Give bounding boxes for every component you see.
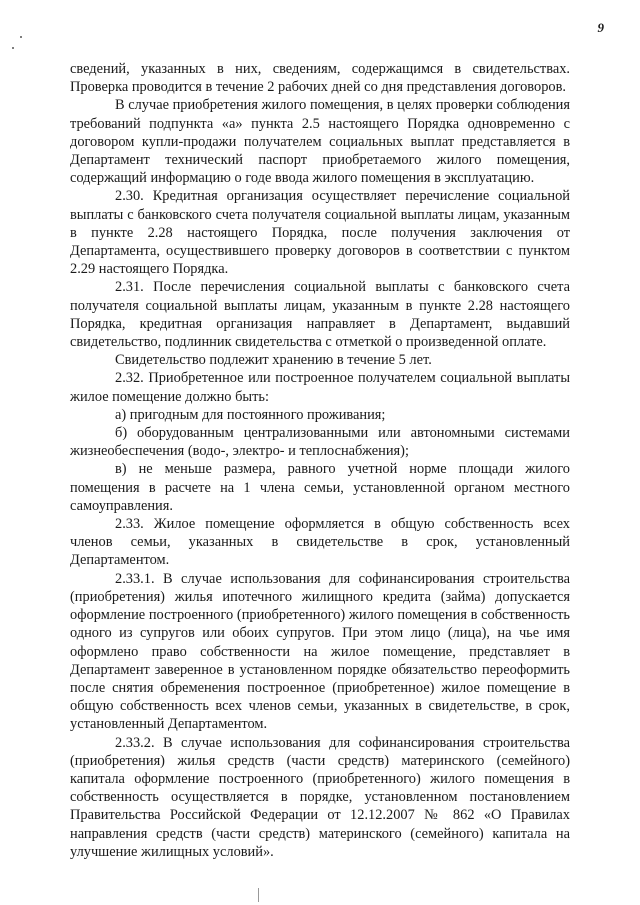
scan-fold-mark xyxy=(258,888,259,902)
paragraph-certificate-storage: Свидетельство подлежит хранению в течение 5 лет. xyxy=(115,352,432,369)
paragraph-2-31: 2.31. После перечисления социальной выплаты с банковского счета получателя социальной выплаты лицам, указанным в пункте 2.28 настоящего Порядка, кредитная организация направляет в Департамент, выдавший свидетельство, подлинник свидетельства с отметкой о произведенной оплате. xyxy=(70,279,570,351)
paragraph-2-30: 2.30. Кредитная организация осуществляет перечисление социальной выплаты с банковского счета получателя социальной выплаты лицам, указанным в пункте 2.28 настоящего Порядка, после получения заключения от Департамента, осуществившего проверку договоров в соответствии с пунктом 2.29 настоящего Порядка. xyxy=(70,188,570,278)
list-item-a: а) пригодным для постоянного проживания; xyxy=(115,406,386,423)
paragraph-continuation: сведений, указанных в них, сведениям, содержащимся в свидетельствах. Проверка проводится в течение 2 рабочих дней со дня представления договоров. xyxy=(70,61,570,96)
scan-speck xyxy=(20,36,22,38)
paragraph-2-32: 2.32. Приобретенное или построенное получателем социальной выплаты жилое помещение должно быть: xyxy=(70,370,570,405)
page-number: 9 xyxy=(597,20,604,35)
paragraph-2-33-1: 2.33.1. В случае использования для софинансирования строительства (приобретения) жилья ипотечного жилищного кредита (займа) допускается оформление построенного (приобретенного) жилого помещения в собственность одного из супругов или обоих супругов. При этом лицо (лица), на чье имя оформлено право собственности на жилое помещение, представляет в Департамент заверенное в установленном порядке обязательство переоформить после снятия обременения построенное (приобретенное) жилое помещение в общую собственность всех членов семьи, указанных в свидетельстве, в срок, установленный Департаментом. xyxy=(70,570,570,733)
list-item-v: в) не меньше размера, равного учетной норме площади жилого помещения в расчете на 1 члена семьи, установленной органом местного самоуправления. xyxy=(70,461,570,514)
list-item-b: б) оборудованным централизованными или автономными системами жизнеобеспечения (водо-, электро- и теплоснабжения); xyxy=(70,425,570,460)
document-body xyxy=(70,60,570,861)
paragraph-2-33-2: 2.33.2. В случае использования для софинансирования строительства (приобретения) жилья средств (части средств) материнского (семейного) капитала оформление построенного (приобретенного) жилого помещения в собственность осуществляется в порядке, установленном постановлением Правительства Российской Федерации от 12.12.2007 № 862 «О Правилах направления средств (части средств) материнского (семейного) капитала на улучшение жилищных условий». xyxy=(70,734,570,860)
scan-speck xyxy=(12,47,14,49)
paragraph-technical-passport: В случае приобретения жилого помещения, в целях проверки соблюдения требований подпункта «а» пункта 2.5 настоящего Порядка одновременно с договором купли-продажи получателем социальных выплат представляется в Департамент технический паспорт приобретаемого жилого помещения, содержащий информацию о годе ввода жилого помещения в эксплуатацию. xyxy=(70,97,570,187)
paragraph-2-33: 2.33. Жилое помещение оформляется в общую собственность всех членов семьи, указанных в свидетельстве в срок, установленный Департаментом. xyxy=(70,516,570,569)
